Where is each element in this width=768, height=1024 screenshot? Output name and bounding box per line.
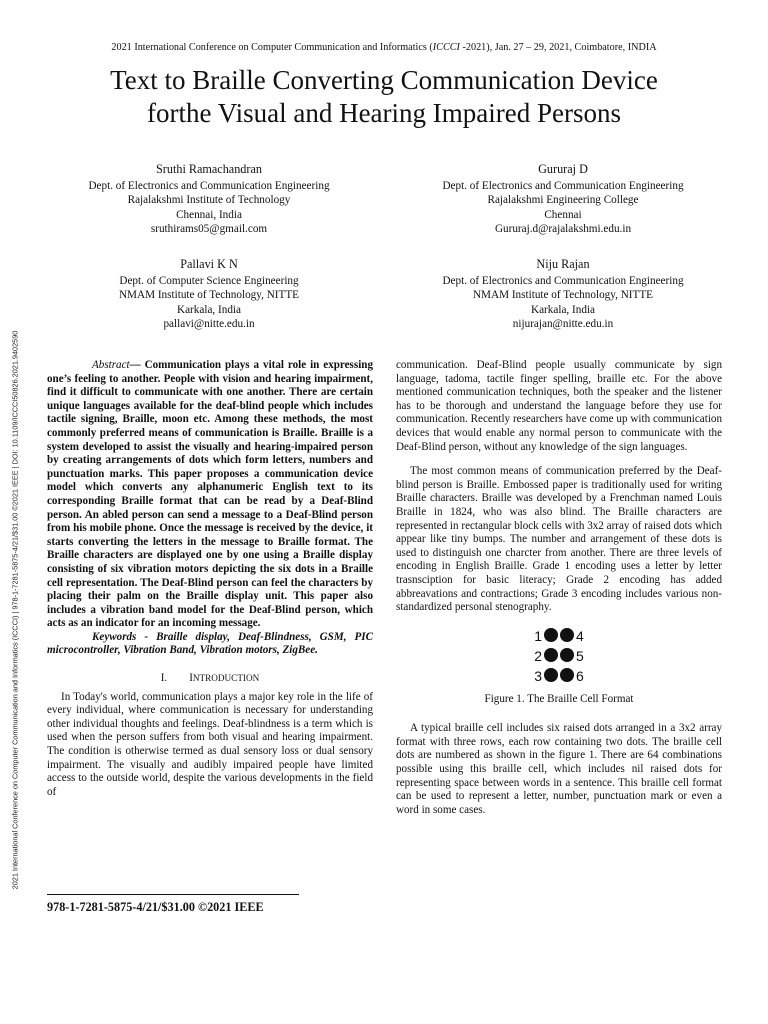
braille-dot [543,667,559,687]
abstract-label: Abstract [92,359,130,371]
conference-header [40,42,728,53]
isbn-copyright: 978-1-7281-5875-4/21/$31.00 ©2021 IEEE [47,900,264,914]
author-name: Sruthi Ramachandran [156,162,262,176]
conference-pre: 2021 International Conference on Computer Communication and Informatics ( [111,42,433,53]
footnote-rule [47,894,299,895]
author-dept: Dept. of Electronics and Communication Engineering [88,180,330,193]
conference-abbr: ICCCI [432,42,460,53]
dot-number-left: 3 [534,667,542,684]
author-block-4 [398,257,728,331]
abstract [47,359,373,631]
section-title-initial: I [189,672,193,685]
dot-number-right: 5 [576,647,584,664]
author-inst: NMAM Institute of Technology, NITTE [118,289,300,302]
braille-row [533,647,585,667]
braille-row [533,627,585,647]
figure-caption: Figure 1. The Braille Cell Format [484,692,634,705]
title-line-2: forthe Visual and Hearing Impaired Persons [146,98,621,128]
author-dept: Dept. of Computer Science Engineering [119,275,299,288]
braille-dot [543,647,559,667]
author-email: pallavi@nitte.edu.in [163,317,255,330]
author-email: sruthirams05@gmail.com [150,222,268,235]
braille-dot [559,647,575,667]
author-name: Pallavi K N [180,257,238,271]
author-city: Karkala, India [531,303,595,316]
author-city: Chennai [544,208,582,221]
author-block-2 [398,162,728,236]
author-block-1 [44,162,374,236]
doi-sidebar-text: 2021 International Conference on Computer Communication and Informatics (ICCCI) | 978-1-7281-5875-4/21/$31.00 ©2021 IEEE | DOI: 10.1109/ICCCI50826.2021.9402590 [10,330,19,890]
braille-row [533,667,585,687]
section-title-rest: NTRODUCTION [192,673,260,684]
doi-sidebar [6,268,23,952]
figure-braille-cell [396,627,722,687]
author-dept: Dept. of Electronics and Communication Engineering [442,275,684,288]
intro-paragraph: In Today's world, communication plays a major key role in the life of every individual, where communication is necessary for understanding other individual thoughts and feelings. Deaf-blindness is a term which is used when the person suffers from both visual and hearing impairment. The condition is otherwise termed as dual sensory loss or dual sensory impairment. The visually and audibly impaired people have limited access to the outside world, despite the various developments in the field of [47,690,373,798]
dot-number-right: 6 [576,667,584,684]
author-name: Niju Rajan [536,257,590,271]
dot-number-right: 4 [576,627,584,644]
braille-dot [559,627,575,647]
author-city: Karkala, India [177,303,241,316]
left-column [47,359,373,799]
keywords: Keywords - Braille display, Deaf-Blindness, GSM, PIC microcontroller, Vibration Band, Vibration motors, ZigBee. [47,630,373,657]
right-column [396,359,722,817]
author-block-3 [44,257,374,331]
abstract-text: Communication plays a vital role in expressing one’s feeling to another. People with vision and hearing impairment, find it difficult to communicate with one another. There are certain unique languages available for the deaf-blind people which includes tactile signing, Braille, moon etc. Among these methods, the most commonly preferred means of communication is Braille. Braille is a system developed to assist the visually and hearing-impaired person by creating arrangements of dots which form letters, numbers and punctuation marks. This paper proposes a communication device model which converts any alphanumeric English text to its corresponding Braille format that can be read by a Deaf-Blind person. An abled person can send a message to a Deaf-Blind person from his mobile phone. Once the message is received by the device, it starts converting the letters in the message to Braille format. The Braille characters are displayed one by one using a Braille display consisting of six vibration motors depicting the six dots in a Braille cell representation. The Deaf-Blind person can feel the characters by placing their palm on the Braille display unit. This paper also includes a vibration band model for the Deaf-Blind person, which acts as an indicator for an incoming message. [47,359,373,630]
abstract-dash: — [129,359,141,371]
title-line-1: Text to Braille Converting Communication Device [110,65,658,95]
braille-dot [559,667,575,687]
conference-post: -2021), Jan. 27 – 29, 2021, Coimbatore, INDIA [459,42,657,53]
author-name: Gururaj D [538,162,588,176]
paragraph-continued: communication. Deaf-Blind people usually communicate by sign language, tadoma, tactile finger spelling, braille etc. For the above mentioned communication techniques, both the speaker and the listener has to be thorough and understand the language before they use for communication. Recently researchers have come up with communication devices that would enable any normal person to communicate with the Deaf-Blind person, without any knowledge of the sign languages. [396,359,722,453]
paragraph-braille-cell: A typical braille cell includes six raised dots arranged in a 3x2 array format with three rows, each row containing two dots. The braille cell dots are numbered as shown in the figure 1. There are 64 combinations possible using this braille cell, which includes nil raised dots for representing space between words in a sentence. This braille cell format can be used to represent a letter, number, punctuation mark or even a word in some cases. [396,722,722,816]
author-email: Gururaj.d@rajalakshmi.edu.in [494,222,632,235]
dot-number-left: 2 [534,647,542,664]
author-email: nijurajan@nitte.edu.in [512,317,614,330]
dot-number-left: 1 [534,627,542,644]
braille-dot [543,627,559,647]
paragraph-braille-history: The most common means of communication preferred by the Deaf-blind person is Braille. Embossed paper is traditionally used for writing Braille characters. Braille was developed by a Frenchman named Louis Braille in 1824, who was also blind. The Braille characters are represented in rectangular block cells with 3x2 array of raised dots which appear like tiny bumps. The number and arrangement of these dots is used to distinguish one charcter from another. There are three levels of encoding in English Braille. Grade 1 encoding uses a letter by letter trasnsciption for basic literacy; Grade 2 encoding has added abbreavations and contractions; Grade 3 encoding includes various non-standardized personal stenography. [396,465,722,614]
section-heading-introduction [47,672,373,686]
author-inst: Rajalakshmi Engineering College [487,194,639,207]
paper-title [30,64,738,130]
author-inst: Rajalakshmi Institute of Technology [127,194,291,207]
author-city: Chennai, India [176,208,242,221]
author-inst: NMAM Institute of Technology, NITTE [472,289,654,302]
author-dept: Dept. of Electronics and Communication Engineering [442,180,684,193]
braille-cell-grid [533,627,585,687]
section-number: I. [160,672,168,685]
